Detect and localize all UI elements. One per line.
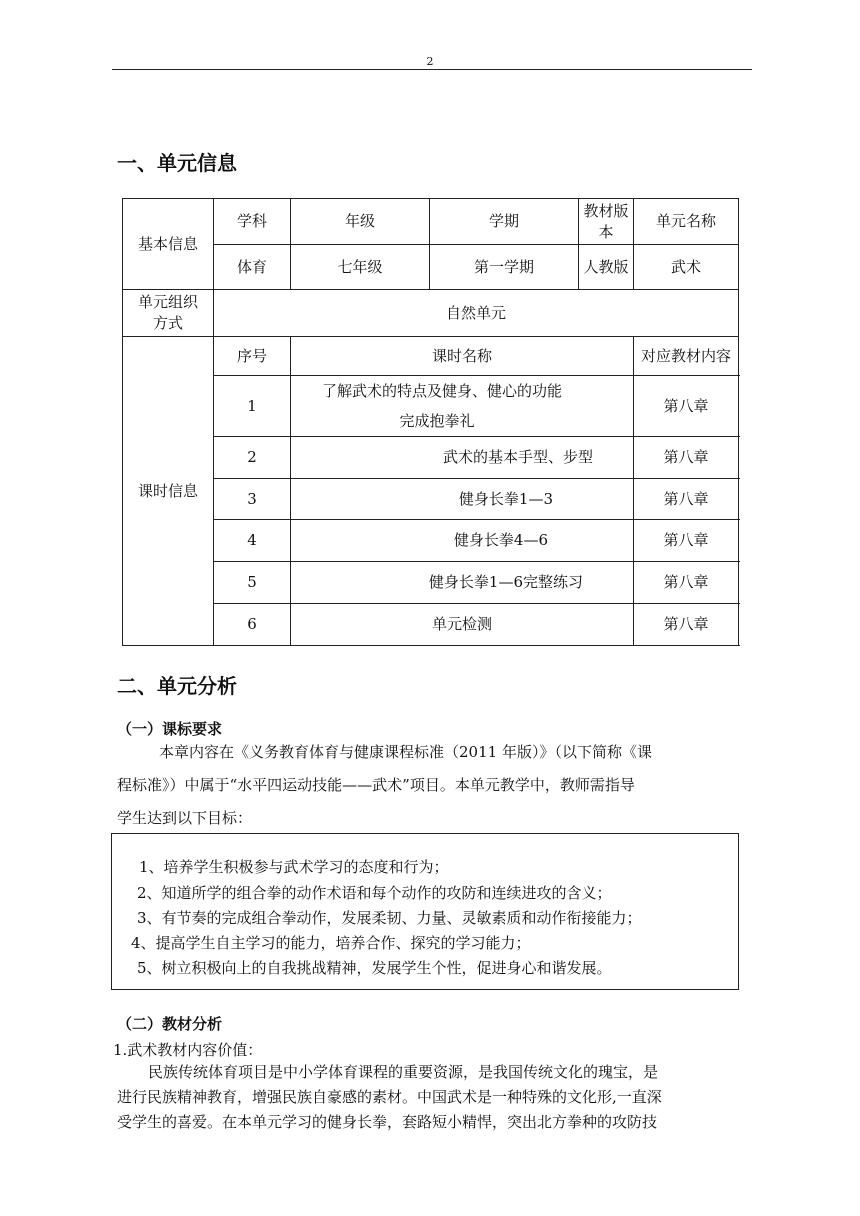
- goal-item: 1、培养学生积极参与武术学习的态度和行为；: [139, 858, 449, 876]
- materials-paragraph: [117, 1060, 739, 1135]
- lesson-name: 武术的基本手型、步型: [291, 437, 634, 479]
- lesson-no: 5: [214, 562, 291, 604]
- table-row: [123, 376, 739, 437]
- table-row: [123, 520, 739, 562]
- goal-item: 2、知道所学的组合拳的动作术语和每个动作的攻防和连续进攻的含义；: [137, 884, 612, 902]
- goal-item: 3、有节奏的完成组合拳动作，发展柔韧、力量、灵敏素质和动作衔接能力；: [137, 909, 642, 927]
- value-unit-name: 武术: [634, 245, 739, 290]
- value-grade: 七年级: [291, 245, 430, 290]
- value-textbook: 人教版: [579, 245, 634, 290]
- lesson-content: 第八章: [634, 520, 739, 562]
- paragraph-line: 本章内容在《义务教育体育与健康课程标准（2011 年版）》（以下简称《课: [159, 743, 652, 761]
- subsection-title-standards: （一）课标要求: [117, 720, 223, 738]
- lesson-name: 单元检测: [291, 604, 634, 646]
- paragraph-line: 学生达到以下目标：: [117, 809, 253, 827]
- lesson-content: 第八章: [634, 604, 739, 646]
- value-subject: 体育: [214, 245, 291, 290]
- table-row: [123, 437, 739, 479]
- lesson-name-line: 完成抱拳礼: [399, 412, 475, 430]
- materials-item-title: 1.武术教材内容价值：: [113, 1041, 263, 1059]
- lesson-no: 2: [214, 437, 291, 479]
- page-number: 2: [426, 55, 434, 68]
- header-subject: 学科: [214, 199, 291, 245]
- lesson-no: 4: [214, 520, 291, 562]
- paragraph-line: 进行民族精神教育，增强民族自豪感的素材。中国武术是一种特殊的文化形,一直深: [117, 1088, 662, 1106]
- table-row: [123, 479, 739, 520]
- goals-box: [111, 833, 739, 990]
- lesson-no: 6: [214, 604, 291, 646]
- paragraph-line: 程标准》）中属于“水平四运动技能——武术”项目。本单元教学中，教师需指导: [117, 776, 635, 794]
- header-grade: 年级: [291, 199, 430, 245]
- org-value: 自然单元: [214, 290, 739, 337]
- lesson-content: 第八章: [634, 437, 739, 479]
- lesson-content: 第八章: [634, 376, 739, 437]
- table-row: [123, 562, 739, 604]
- lesson-no: 3: [214, 479, 291, 520]
- lesson-content: 第八章: [634, 562, 739, 604]
- paragraph-line: 受学生的喜爱。在本单元学习的健身长拳，套路短小精悍，突出北方拳种的攻防技: [117, 1113, 658, 1131]
- standards-paragraph: [117, 736, 739, 835]
- lesson-header-name: 课时名称: [291, 337, 634, 376]
- lesson-name: 健身长拳1—3: [291, 479, 634, 520]
- section-title-unit-info: 一、单元信息: [117, 151, 237, 175]
- goal-item: 5、树立积极向上的自我挑战精神，发展学生个性，促进身心和谐发展。: [137, 959, 612, 977]
- lesson-info-label: 课时信息: [123, 337, 214, 646]
- header-unit-name: 单元名称: [634, 199, 739, 245]
- header-rule: [112, 69, 752, 70]
- lesson-name: 健身长拳1—6完整练习: [291, 562, 634, 604]
- lesson-header-content: 对应教材内容: [634, 337, 739, 376]
- org-label: 单元组织方式: [123, 290, 214, 337]
- lesson-header-no: 序号: [214, 337, 291, 376]
- goal-item: 4、提高学生自主学习的能力，培养合作、探究的学习能力；: [131, 934, 531, 952]
- paragraph-line: 民族传统体育项目是中小学体育课程的重要资源，是我国传统文化的瑰宝，是: [148, 1063, 659, 1081]
- lesson-no: 1: [214, 376, 291, 437]
- basic-info-label: 基本信息: [123, 199, 214, 290]
- unit-info-table: [122, 198, 739, 646]
- header-term: 学期: [430, 199, 579, 245]
- subsection-title-materials: （二）教材分析: [117, 1015, 223, 1033]
- lesson-name: [291, 376, 634, 437]
- lesson-name-line: 了解武术的特点及健身、健心的功能: [321, 382, 562, 400]
- section-title-unit-analysis: 二、单元分析: [117, 674, 237, 698]
- lesson-content: 第八章: [634, 479, 739, 520]
- lesson-name: 健身长拳4—6: [291, 520, 634, 562]
- header-textbook: 教材版本: [579, 199, 634, 245]
- value-term: 第一学期: [430, 245, 579, 290]
- table-row: [123, 604, 739, 646]
